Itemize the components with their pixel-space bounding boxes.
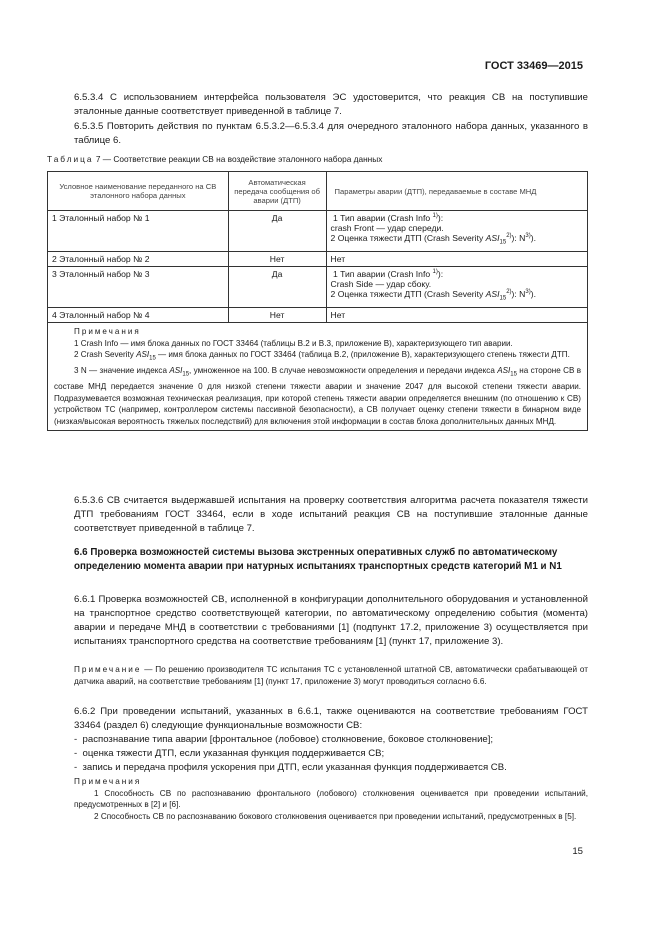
caption-prefix: Таблица xyxy=(47,154,94,164)
note-6-6-1: Примечание — По решению производителя ТС испытания ТС с установленной штатной СВ, автоматически срабатывающей от датчика аварий, на соответствие требованиям [1] (пункт 17, приложение 3) могут проводиться согласно 6.6. xyxy=(74,665,588,686)
row-auto: Да xyxy=(228,211,326,252)
table-row xyxy=(48,252,588,267)
note-3: 3 N — значение индекса $ASI_{15}$, умноженное на 100. В случае невозможности определения и передачи индекса $ASI_{15}$ на стороне СВ в составе МНД передается значение 0 для низкой степени тяжести аварии и значение 2047 для высокой степени тяжести аварии. Подразумевается возможная техническая реализация, при которой степень тяжести аварии определяется внешним (по отношению к СВ) устройством ТС (например, контроллером системы пассивной безопасности), а СВ получает оценку степени тяжести в бинарном виде (низкая/высокая вероятность тяжелых последствий) для включения этой информации в состав блока дополнительных данных МНД. xyxy=(54,366,581,426)
caption-text: — Соответствие реакции СВ на воздействие эталонного набора данных xyxy=(102,154,383,164)
list-item: - запись и передача профиля ускорения при ДТП, если указанная функция поддерживается СВ. xyxy=(74,762,507,773)
notes-title: Примечания xyxy=(74,327,141,336)
paragraph-6-5-3-6: 6.5.3.6 СВ считается выдержавшей испытания на проверку соответствия алгоритма расчета показателя тяжести ДТП требованиям ГОСТ 33464, если в ходе испытаний реакция СВ на поступившие эталонные данные соответствует приведенной в таблице 7. xyxy=(74,495,588,534)
table-row xyxy=(48,308,588,323)
table-row xyxy=(48,211,588,252)
row-name: 3 Эталонный набор № 3 xyxy=(48,267,229,308)
col-header-auto: Автоматическая передача сообщения об аварии (ДТП) xyxy=(228,172,326,211)
table-row xyxy=(48,267,588,308)
row-auto: Нет xyxy=(228,252,326,267)
table-7 xyxy=(47,171,588,431)
row-params: Нет xyxy=(326,308,587,323)
row-name: 1 Эталонный набор № 1 xyxy=(48,211,229,252)
row-auto: Да xyxy=(228,267,326,308)
note-1: 1 Crash Info — имя блока данных по ГОСТ 33464 (таблицы В.2 и В.3, приложение В), характеризующего тип аварии. xyxy=(74,338,513,348)
row-params: Нет xyxy=(326,252,587,267)
notes-6-6-2: Примечания 1 Способность СВ по распознаванию фронтального (лобового) столкновения оценивается при проведении испытаний, предусмотренных в [2] и [6]. 2 Способность СВ по распознаванию бокового столкновения оценивается при проведении испытаний, предусмотренных в [5]. xyxy=(74,777,588,821)
list-item: - распознавание типа аварии [фронтальное (лобовое) столкновение, боковое столкновение]; xyxy=(74,734,494,745)
table-header-row xyxy=(48,172,588,211)
paragraph-6-5-3-4: 6.5.3.4 С использованием интерфейса пользователя ЭС удостоверится, что реакция СВ на поступившие эталонные данные соответствует приведенной в таблице 7. xyxy=(74,92,588,117)
table-caption xyxy=(47,154,382,164)
section-heading-6-6: 6.6 Проверка возможностей системы вызова экстренных оперативных служб по автоматическому определению момента аварии при натурных испытаниях транспортных средств категорий М1 и N1 xyxy=(74,547,562,572)
note-2: 2 Crash Severity $ASI_{15}$ — имя блока данных по ГОСТ 33464 (таблица В.2, (приложение В), характеризующего степень тяжести ДТП. xyxy=(74,350,570,362)
row-name: 4 Эталонный набор № 4 xyxy=(48,308,229,323)
paragraph-6-6-2: 6.6.2 При проведении испытаний, указанных в 6.6.1, также оцениваются на соответствие требованиям ГОСТ 33464 (раздел 6) следующие функциональные возможности СВ: xyxy=(74,706,588,731)
paragraph-6-6-1: 6.6.1 Проверка возможностей СВ, исполненной в конфигурации дополнительного оборудования и установленной на транспортное средство соответствующей категории, по автоматическому определению события (момента) аварии и передаче МНД в соответствии с требованиями [1] (подпункт 17.2, приложение 3) осуществляется при испытаниях транспортного средства на соответствие требованиям [1] (пункт 17, приложение 3). xyxy=(74,594,588,647)
list-item: - оценка тяжести ДТП, если указанная функция поддерживается СВ; xyxy=(74,748,385,759)
page-number: 15 xyxy=(572,846,583,857)
row-auto: Нет xyxy=(228,308,326,323)
col-header-params: Параметры аварии (ДТП), передаваемые в составе МНД xyxy=(326,172,587,211)
row-name: 2 Эталонный набор № 2 xyxy=(48,252,229,267)
table-notes-row xyxy=(48,323,588,431)
row-params: 1 Тип аварии (Crash Info $^{1)}$): Crash Side — удар сбоку. 2 Оценка тяжести ДТП (Crash Severity $ASI_{15}^{2)}$): $N^{3)}$). xyxy=(326,267,587,308)
table-notes xyxy=(48,323,588,431)
bullet-list xyxy=(74,733,588,775)
paragraph-6-5-3-5: 6.5.3.5 Повторить действия по пунктам 6.5.3.2—6.5.3.4 для очередного эталонного набора данных, указанного в таблице 6. xyxy=(74,121,588,146)
row-params: 1 Тип аварии (Crash Info $^{1)}$): crash Front — удар спереди. 2 Оценка тяжести ДТП (Crash Severity $ASI_{15}^{2)}$): $N^{3)}$). xyxy=(326,211,587,252)
caption-number: 7 xyxy=(95,154,101,164)
standard-header: ГОСТ 33469—2015 xyxy=(484,60,583,72)
col-header-dataset: Условное наименование переданного на СВ эталонного набора данных xyxy=(48,172,229,211)
